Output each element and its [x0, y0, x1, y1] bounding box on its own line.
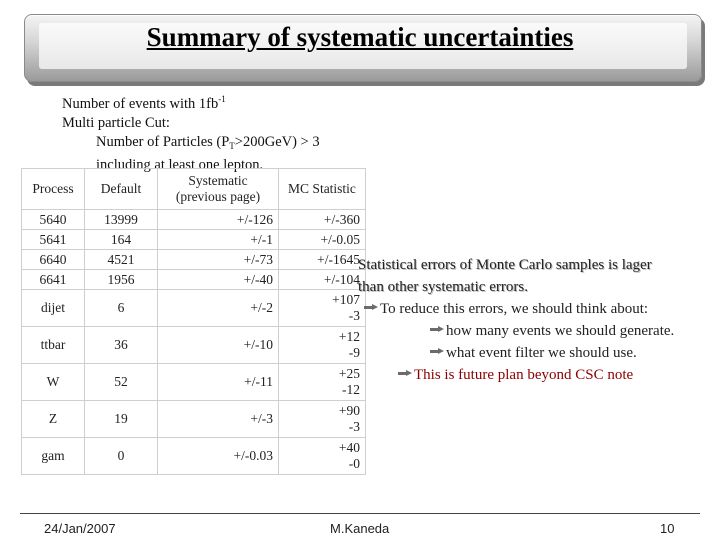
- cell-mc: +/-104: [279, 270, 366, 290]
- cell-systematic: +/-40: [158, 270, 279, 290]
- intro-line-3-post: >200GeV) > 3: [234, 134, 320, 150]
- cell-mc: [279, 401, 366, 438]
- note-line-6-text: This is future plan beyond CSC note: [414, 367, 634, 383]
- note-line-1: Statistical errors of Monte Carlo samples is lager: [358, 257, 652, 273]
- header-systematic-line1: Systematic: [188, 173, 248, 188]
- mc-up: +90: [338, 403, 360, 418]
- footer-page-number: 10: [660, 521, 675, 536]
- mc-asym: [332, 292, 360, 324]
- mc-down: -3: [348, 308, 360, 323]
- cell-process: 6641: [22, 270, 85, 290]
- cell-process: 5641: [22, 230, 85, 250]
- arrow-bullet-icon: [430, 327, 444, 332]
- cell-mc: +/-360: [279, 210, 366, 230]
- cell-systematic: +/-0.03: [158, 438, 279, 475]
- note-line-3-text: To reduce this errors, we should think about:: [380, 301, 649, 317]
- table-row: [22, 327, 366, 364]
- cell-default: 13999: [85, 210, 158, 230]
- intro-line-1: [62, 90, 320, 114]
- intro-line-2: Multi particle Cut:: [62, 115, 170, 131]
- header-systematic-line2: (previous page): [175, 189, 261, 204]
- cell-default: 19: [85, 401, 158, 438]
- cell-default: 52: [85, 364, 158, 401]
- page-title: Summary of systematic uncertainties: [146, 22, 574, 52]
- cell-process: 5640: [22, 210, 85, 230]
- cell-systematic: +/-73: [158, 250, 279, 270]
- table-row: [22, 250, 366, 270]
- note-line-5-text: what event filter we should use.: [446, 345, 637, 361]
- note-line-4: [358, 320, 674, 342]
- table-row: [22, 290, 366, 327]
- header-mc-statistic: MC Statistic: [279, 169, 366, 210]
- cell-systematic: +/-2: [158, 290, 279, 327]
- table-row: [22, 270, 366, 290]
- mc-asym: [339, 329, 360, 361]
- cell-systematic: +/-126: [158, 210, 279, 230]
- note-line-2: than other systematic errors.: [358, 279, 528, 295]
- cell-systematic: +/-3: [158, 401, 279, 438]
- cell-mc: [279, 438, 366, 475]
- cell-systematic: +/-10: [158, 327, 279, 364]
- note-line-5: [358, 342, 674, 364]
- cell-systematic: +/-11: [158, 364, 279, 401]
- header-systematic: [158, 169, 279, 210]
- intro-line-3-pre: Number of Particles (P: [96, 134, 230, 150]
- notes: [358, 254, 674, 386]
- arrow-bullet-icon: [398, 371, 412, 376]
- mc-up: +107: [332, 292, 360, 307]
- arrow-bullet-icon: [364, 305, 378, 310]
- note-line-3: [358, 298, 674, 320]
- cell-process: dijet: [22, 290, 85, 327]
- cell-systematic: +/-1: [158, 230, 279, 250]
- footer-divider: [20, 513, 700, 514]
- intro-line-3: [62, 133, 320, 156]
- table-header-row: [22, 169, 366, 210]
- mc-down: -12: [342, 382, 360, 397]
- intro-line-1-main: Number of events with 1fb: [62, 96, 219, 112]
- cell-mc: +/-0.05: [279, 230, 366, 250]
- cell-mc: +/-1645: [279, 250, 366, 270]
- cell-mc: [279, 327, 366, 364]
- mc-down: -3: [348, 419, 360, 434]
- cell-default: 1956: [85, 270, 158, 290]
- cell-default: 164: [85, 230, 158, 250]
- table-row: [22, 364, 366, 401]
- intro-line-1-sup: -1: [218, 94, 226, 104]
- mc-up: +40: [338, 440, 360, 455]
- mc-asym: [339, 403, 360, 435]
- footer-author: M.Kaneda: [330, 521, 390, 536]
- intro-line-4: including at least one lepton.: [96, 157, 264, 173]
- mc-up: +25: [338, 366, 360, 381]
- cell-process: 6640: [22, 250, 85, 270]
- note-line-4-text: how many events we should generate.: [446, 323, 675, 339]
- mc-down: -9: [348, 345, 360, 360]
- cell-default: 4521: [85, 250, 158, 270]
- table-row: [22, 401, 366, 438]
- cell-default: 0: [85, 438, 158, 475]
- systematics-table: [21, 168, 366, 475]
- intro-text: [62, 90, 320, 175]
- intro-line-3-sub: T: [229, 141, 235, 151]
- note-line-6: [358, 364, 674, 386]
- table-row: [22, 230, 366, 250]
- header-default: Default: [85, 169, 158, 210]
- mc-up: +12: [338, 329, 360, 344]
- table-row: [22, 438, 366, 475]
- cell-process: ttbar: [22, 327, 85, 364]
- header-process: Process: [22, 169, 85, 210]
- cell-process: Z: [22, 401, 85, 438]
- cell-process: W: [22, 364, 85, 401]
- cell-mc: [279, 290, 366, 327]
- cell-default: 6: [85, 290, 158, 327]
- cell-mc: [279, 364, 366, 401]
- mc-down: -0: [348, 456, 360, 471]
- mc-asym: [339, 440, 360, 472]
- cell-default: 36: [85, 327, 158, 364]
- cell-process: gam: [22, 438, 85, 475]
- footer-date: 24/Jan/2007: [44, 521, 116, 536]
- arrow-bullet-icon: [430, 349, 444, 354]
- mc-asym: [339, 366, 360, 398]
- table-row: [22, 210, 366, 230]
